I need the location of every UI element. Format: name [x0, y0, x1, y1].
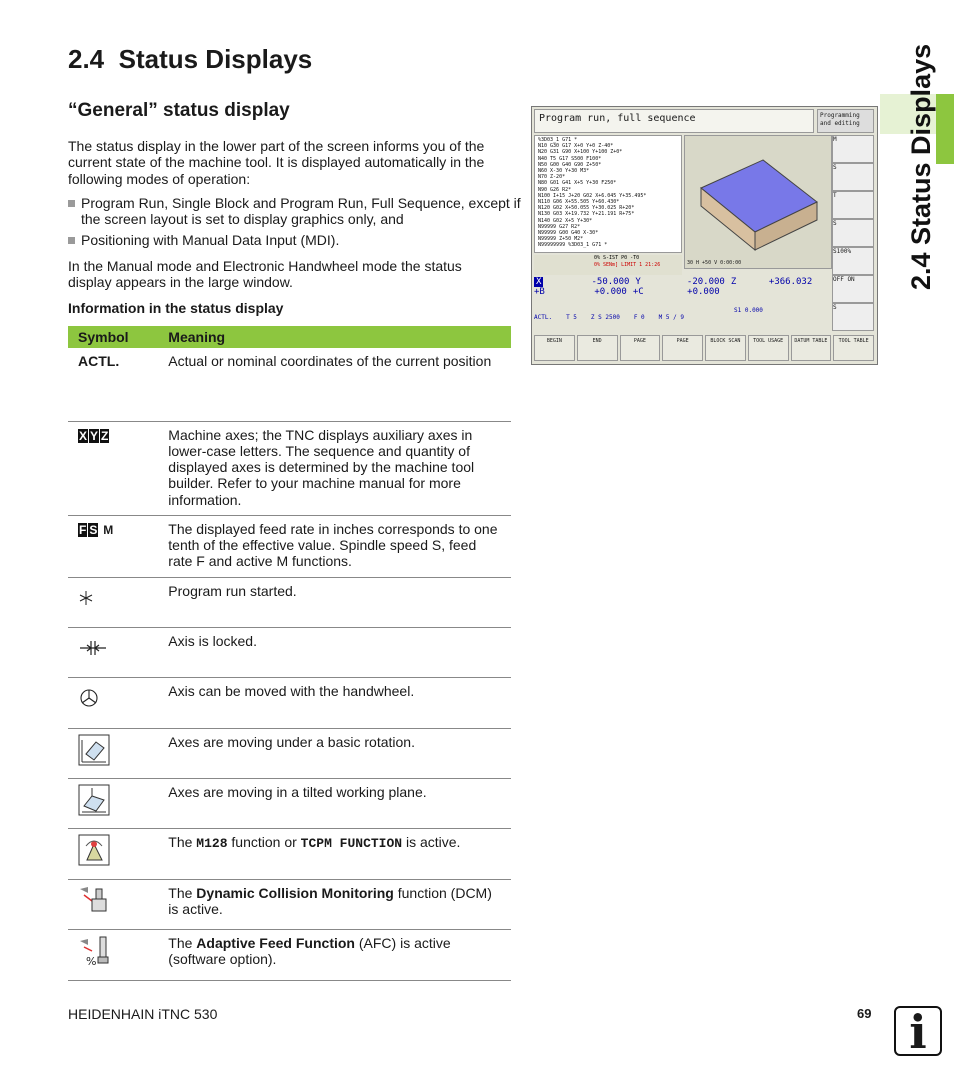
header-symbol: Symbol: [68, 326, 158, 348]
bullet-item-2: Positioning with Manual Data Input (MDI).: [68, 232, 526, 248]
table-row: [68, 828, 511, 879]
program-run-icon: [68, 577, 158, 627]
afc-icon: [68, 929, 158, 980]
symbol-table: [68, 326, 511, 981]
program-listing: %3D03_1 G71 * N10 G30 G17 X+0 Y+0 Z-40* N20 G31 G90 X+100 Y+100 Z+0* N40 T5 G17 S500 F100* N50 G00 G40 G90 Z+50* N60 X-30 Y+30 M3* N70 Z-20* N80 G01 G41 X+5 Y+30 F250* N90 G26 R2* N100 I+15 J+20 G02 X+6.045 Y+35.495* N110 G06 X+55.505 Y+60.430* N120 G02 X+50.055 Y+30.025 R+20* N130 G03 X+19.732 Y+21.191 R+75* N140 G02 X+5 Y+30* N99999 G27 R2* N99999 G00 G40 X-30* N99999 Z+50 M2* N99999999 %3D03_1 G71 *: [534, 135, 682, 253]
chapter-side-tab: [880, 40, 954, 290]
header-meaning: Meaning: [158, 326, 511, 348]
screen-title: Program run, full sequence: [534, 109, 814, 133]
table-row: [68, 577, 511, 627]
axis-x-key: X: [79, 428, 88, 443]
meaning-text: Machine axes; the TNC displays auxiliary axes in lower-case letters. The sequence and quantity of displayed axes is determined by the machine tool builder. Refer to your machine manual for more information.: [158, 421, 511, 515]
workpiece-graphic: [685, 136, 831, 256]
manual-mode-note: In the Manual mode and Electronic Handwheel mode the status display appears in the large window.: [68, 258, 462, 291]
table-row: [68, 778, 511, 828]
meaning-text: Axes are moving under a basic rotation.: [158, 728, 511, 778]
softkey-tool-table: TOOL TABLE: [833, 335, 874, 361]
graphics-window: [684, 135, 832, 269]
table-row: [68, 348, 511, 421]
table-row: [68, 627, 511, 677]
meaning-text: Axis is locked.: [158, 627, 511, 677]
status-line: 0% S-IST P0 -T0 0% SENm] LIMIT 1 21:26: [534, 255, 682, 275]
screen-mode: Programming and editing: [817, 109, 874, 133]
table-row: [68, 421, 511, 515]
meaning-text: Axes are moving in a tilted working plane.: [158, 778, 511, 828]
axis-y-key: Y: [90, 428, 99, 443]
softkey-page-up: PAGE: [620, 335, 661, 361]
softkey-page-down: PAGE: [662, 335, 703, 361]
table-row: [68, 929, 511, 980]
m128-icon: [68, 828, 158, 879]
axis-z-key: Z: [101, 428, 109, 443]
meaning-text: Axis can be moved with the handwheel.: [158, 677, 511, 728]
graph-info: 30 H +50 V 0:00:00: [687, 260, 742, 266]
softkey-tool-usage: TOOL USAGE: [748, 335, 789, 361]
info-heading: Information in the status display: [68, 300, 284, 316]
page-title: 2.4 Status Displays: [68, 44, 313, 74]
softkey-end: END: [577, 335, 618, 361]
section-subheading: “General” status display: [68, 100, 290, 121]
intro-paragraph: The status display in the lower part of the screen informs you of the current state of the machine tool. It is displayed automatically in the following modes of operation:: [68, 138, 485, 187]
handwheel-icon: [68, 677, 158, 728]
page-number: 69: [857, 1006, 872, 1021]
table-row: [68, 728, 511, 778]
table-row: [68, 515, 511, 577]
dcm-icon: [68, 879, 158, 929]
meaning-text: The M128 function or TCPM FUNCTION is active.: [158, 828, 511, 879]
meaning-text: The displayed feed rate in inches corresponds to one tenth of the effective value. Spindle speed S, feed rate F and active M functions.: [158, 515, 511, 577]
symbol-actl: ACTL.: [68, 348, 158, 421]
tnc-screen: [531, 106, 878, 365]
meaning-text: The Dynamic Collision Monitoring function (DCM) is active.: [158, 879, 511, 929]
symbol-xyz: [68, 421, 158, 515]
screen-softkey-row: [534, 335, 874, 361]
symbol-fsm: F S M: [68, 515, 158, 577]
info-icon: i: [894, 1006, 942, 1056]
coordinate-display: X -50.000 Y -20.000 Z +366.032 +B +0.000 +C +0.000: [534, 277, 813, 297]
bullet-item-1: Program Run, Single Block and Program Run, Full Sequence, except if the screen layout is set to display graphics only, and: [68, 195, 526, 228]
meaning-text: The Adaptive Feed Function (AFC) is active (software option).: [158, 929, 511, 980]
feed-f-key: F: [79, 522, 87, 537]
softkey-datum-table: DATUM TABLE: [791, 335, 832, 361]
table-row: [68, 879, 511, 929]
meaning-text: Actual or nominal coordinates of the current position: [158, 348, 511, 421]
tilted-plane-icon: [68, 778, 158, 828]
table-row: [68, 677, 511, 728]
softkey-begin: BEGIN: [534, 335, 575, 361]
spindle-s-key: S: [89, 522, 98, 537]
side-tab-label: 2.4 Status Displays: [906, 43, 936, 290]
basic-rotation-icon: [68, 728, 158, 778]
meaning-text: Program run started.: [158, 577, 511, 627]
svg-text:%: %: [86, 954, 97, 967]
screen-side-softkeys: M S T S S100% OFF ON S: [832, 135, 874, 331]
axis-locked-icon: [68, 627, 158, 677]
softkey-block-scan: BLOCK SCAN: [705, 335, 746, 361]
screen-bottom-status: S1 0.000 ACTL. T 5 Z S 2500 F 0 M 5 / 9: [534, 307, 763, 321]
footer-product: HEIDENHAIN iTNC 530: [68, 1006, 218, 1022]
